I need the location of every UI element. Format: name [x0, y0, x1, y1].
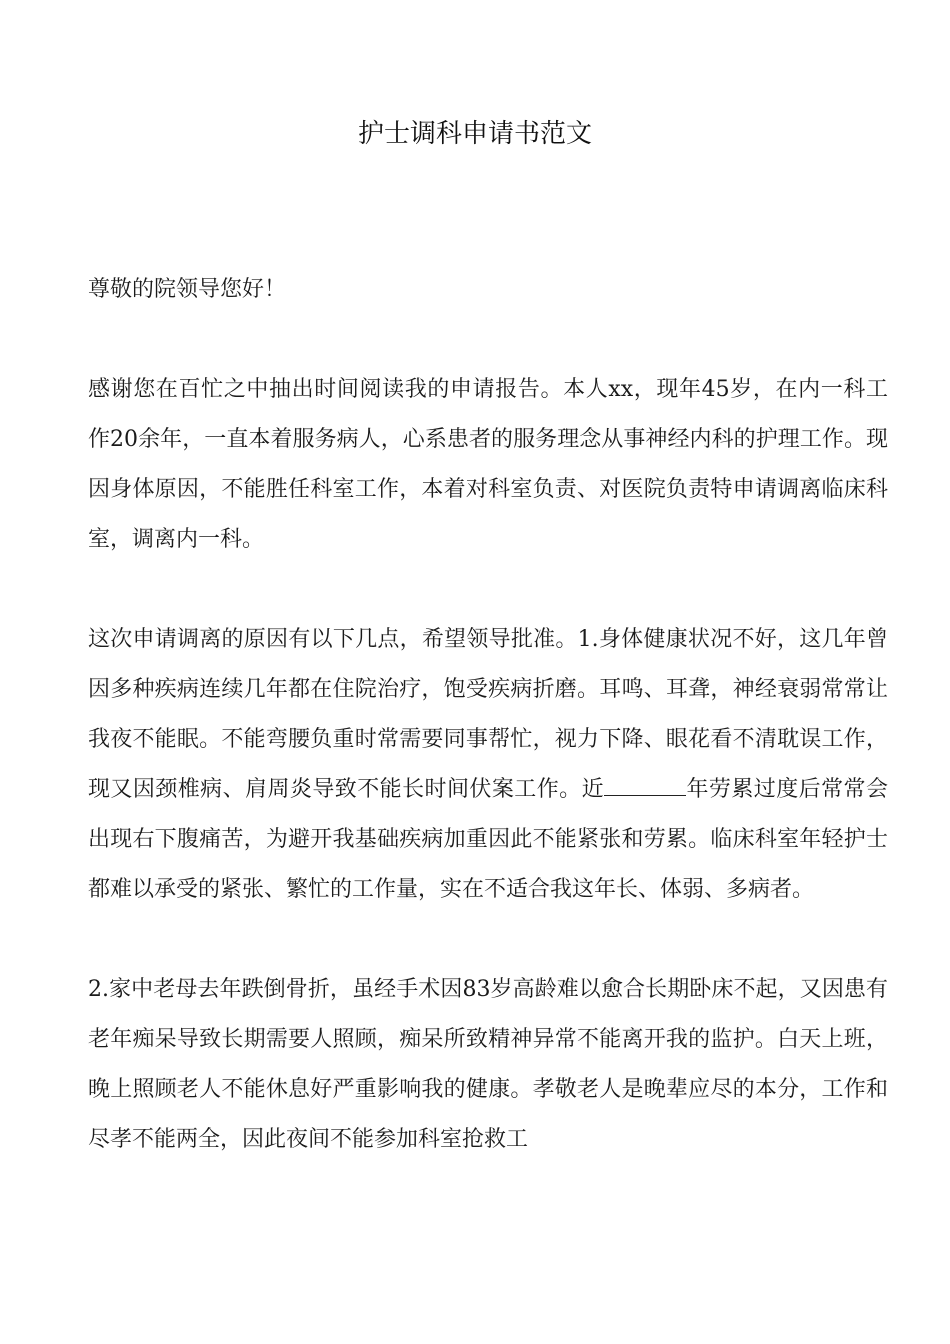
intro-paragraph: 感谢您在百忙之中抽出时间阅读我的申请报告。本人xx，现年45岁，在内一科工作20余年，一直本着服务病人，心系患者的服务理念从事神经内科的护理工作。现因身体原因，不能胜任科室工作，本着对科室负责、对医院负责特申请调离临床科室，调离内一科。	[88, 377, 888, 552]
reasons-paragraph	[88, 615, 888, 915]
document-body	[88, 265, 888, 1215]
document-title: 护士调科申请书范文	[357, 119, 592, 149]
family-paragraph: 2.家中老母去年跌倒骨折，虽经手术因83岁高龄难以愈合长期卧床不起，又因患有老年痴呆导致长期需要人照顾，痴呆所致精神异常不能离开我的监护。白天上班，晚上照顾老人不能休息好严重影响我的健康。孝敬老人是晚辈应尽的本分，工作和尽孝不能两全，因此夜间不能参加科室抢救工	[88, 977, 888, 1152]
reasons-text-before-blank: 这次申请调离的原因有以下几点，希望领导批准。1.身体健康状况不好，这几年曾因多种疾病连续几年都在住院治疗，饱受疾病折磨。耳鸣、耳聋，神经衰弱常常让我夜不能眠。不能弯腰负重时常需要同事帮忙，视力下降、眼花看不清耽误工作，现又因颈椎病、肩周炎导致不能长时间伏案工作。近	[88, 627, 888, 802]
greeting-paragraph: 尊敬的院领导您好！	[88, 277, 287, 302]
fill-in-blank	[604, 771, 686, 796]
reasons-text-after-blank: 年劳累过度后常常会出现右下腹痛苦，为避开我基础疾病加重因此不能紧张和劳累。临床科室年轻护士都难以承受的紧张、繁忙的工作量，实在不适合我这年长、体弱、多病者。	[88, 777, 888, 902]
